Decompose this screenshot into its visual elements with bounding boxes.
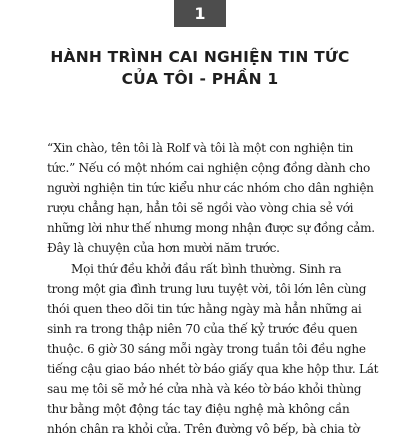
- chapter-title: [0, 46, 400, 90]
- text-line: Mọi thứ đều khởi đầu rất bình thường. Sinh ra: [71, 261, 342, 276]
- text-line: sau mẹ tôi sẽ mở hé cửa nhà và kéo tờ báo khỏi thùng: [47, 382, 362, 397]
- text-line: tiếng cậu giao báo nhét tờ báo giấy qua khe hộp thư. Lát: [47, 362, 379, 377]
- text-line: người nghiện tin tức kiểu như các nhóm cho dân nghiện: [47, 181, 374, 196]
- text-line: trong một gia đình trung lưu tuyệt vời, tôi lớn lên cùng: [47, 281, 367, 296]
- paragraph-2: [47, 259, 379, 439]
- text-line: “Xin chào, tên tôi là Rolf và tôi là một con nghiện tin: [47, 141, 354, 155]
- chapter-number: 1: [194, 4, 206, 23]
- chapter-title-line-1: HÀNH TRÌNH CAI NGHIỆN TIN TỨC: [50, 48, 350, 66]
- text-line: thư bằng một động tác tay điệu nghệ mà không cần: [47, 402, 350, 417]
- body-text: [47, 138, 379, 439]
- text-line: thuộc. 6 giờ 30 sáng mỗi ngày trong tuần tôi đều nghe: [47, 341, 366, 356]
- paragraph-1: [47, 138, 373, 259]
- text-line: tức.” Nếu có một nhóm cai nghiện cộng đồng dành cho: [47, 161, 371, 176]
- text-line: thói quen theo dõi tin tức hằng ngày mà hẳn những ai: [47, 301, 362, 316]
- text-line: sinh ra trong thập niên 70 của thế kỷ trước đều quen: [47, 321, 358, 336]
- chapter-number-tab: [174, 0, 226, 27]
- text-line: Đây là chuyện của hơn mười năm trước.: [47, 241, 280, 256]
- text-line: những lời như thế nhưng mong nhận được sự đồng cảm.: [47, 221, 375, 236]
- text-line: nhón chân ra khỏi cửa. Trên đường vô bếp, bà chia tờ: [47, 422, 360, 437]
- chapter-title-line-2: CỦA TÔI - PHẦN 1: [121, 70, 279, 88]
- text-line: rượu chẳng hạn, hẳn tôi sẽ ngồi vào vòng chia sẻ với: [47, 201, 354, 216]
